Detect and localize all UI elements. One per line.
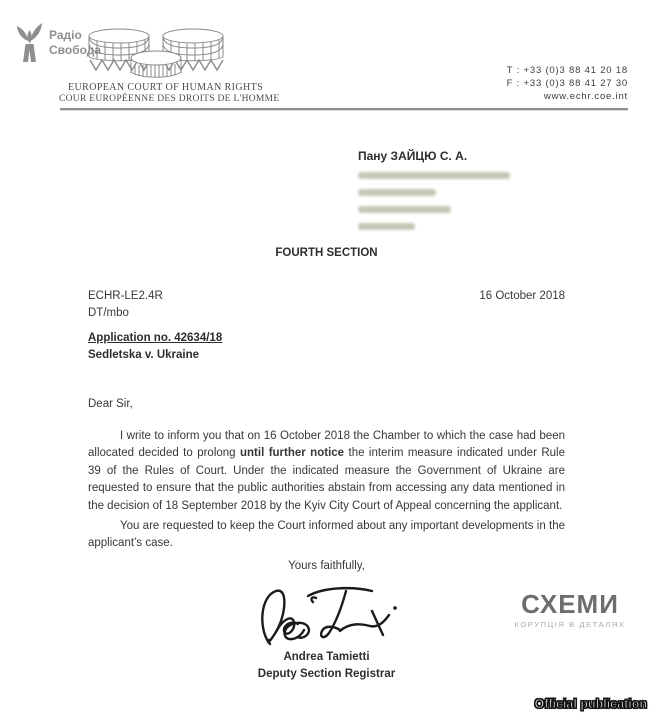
schemes-logo [510, 591, 630, 629]
redacted-address-line [358, 206, 451, 213]
svoboda-word: Свобода [49, 43, 102, 57]
echr-building-icon [80, 24, 232, 82]
body-paragraph-2: You are requested to keep the Court informed about any important developments in the applicant’s case. [88, 520, 565, 550]
reference-code-1: ECHR-LE2.4R [88, 290, 163, 302]
court-name-french: COUR EUROPÉENNE DES DROITS DE L'HOMME [59, 94, 280, 104]
website-line[interactable]: www.echr.coe.int [543, 91, 628, 102]
para1-text: I write to inform you that on 16 October 2018 the Chamber to which the case had been allocated decided to prolong [88, 430, 565, 460]
application-number: Application no. 42634/18 [88, 332, 223, 344]
official-publication-label: Official publication [534, 697, 647, 711]
fax-line: F : +33 (0)3 88 41 27 30 [506, 78, 628, 89]
signer-name: Andrea Tamietti [283, 651, 370, 663]
schemes-wordmark: СХЕМИ [521, 589, 619, 619]
radio-word: Радіо [49, 28, 82, 42]
reference-code-2: DT/mbo [88, 307, 129, 319]
signature-handwriting [252, 578, 412, 654]
para1-text-after: the interim measure indicated under Rule 39 of the Rules of Court. Under the indicated measure the Government of Ukraine are requested to ensure that the public authorities abstain from accessing any data mentioned in the decision of 18 September 2018 by the Kyiv City Court of Appeal concerning the applicant. [88, 447, 565, 512]
closing-phrase: Yours faithfully, [288, 560, 365, 572]
letter-date: 16 October 2018 [479, 290, 565, 302]
phone-line: T : +33 (0)3 88 41 20 18 [506, 65, 628, 76]
redacted-address-line [358, 189, 436, 196]
redacted-address-line [358, 223, 415, 230]
header-divider [60, 108, 628, 111]
torch-icon [14, 22, 44, 64]
schemes-tagline: КОРУПЦІЯ В ДЕТАЛЯХ [514, 620, 626, 629]
signer-title: Deputy Section Registrar [257, 668, 396, 680]
salutation: Dear Sir, [88, 398, 133, 410]
court-name-english: EUROPEAN COURT OF HUMAN RIGHTS [68, 82, 264, 93]
contact-block [507, 64, 628, 103]
para1-bold-phrase: until further notice [240, 447, 345, 460]
case-name: Sedletska v. Ukraine [88, 349, 200, 361]
redacted-address-line [358, 172, 510, 179]
addressee-name: Пану ЗАЙЦЮ С. А. [358, 149, 468, 163]
body-paragraph-1 [88, 428, 565, 515]
section-heading: FOURTH SECTION [275, 247, 378, 259]
